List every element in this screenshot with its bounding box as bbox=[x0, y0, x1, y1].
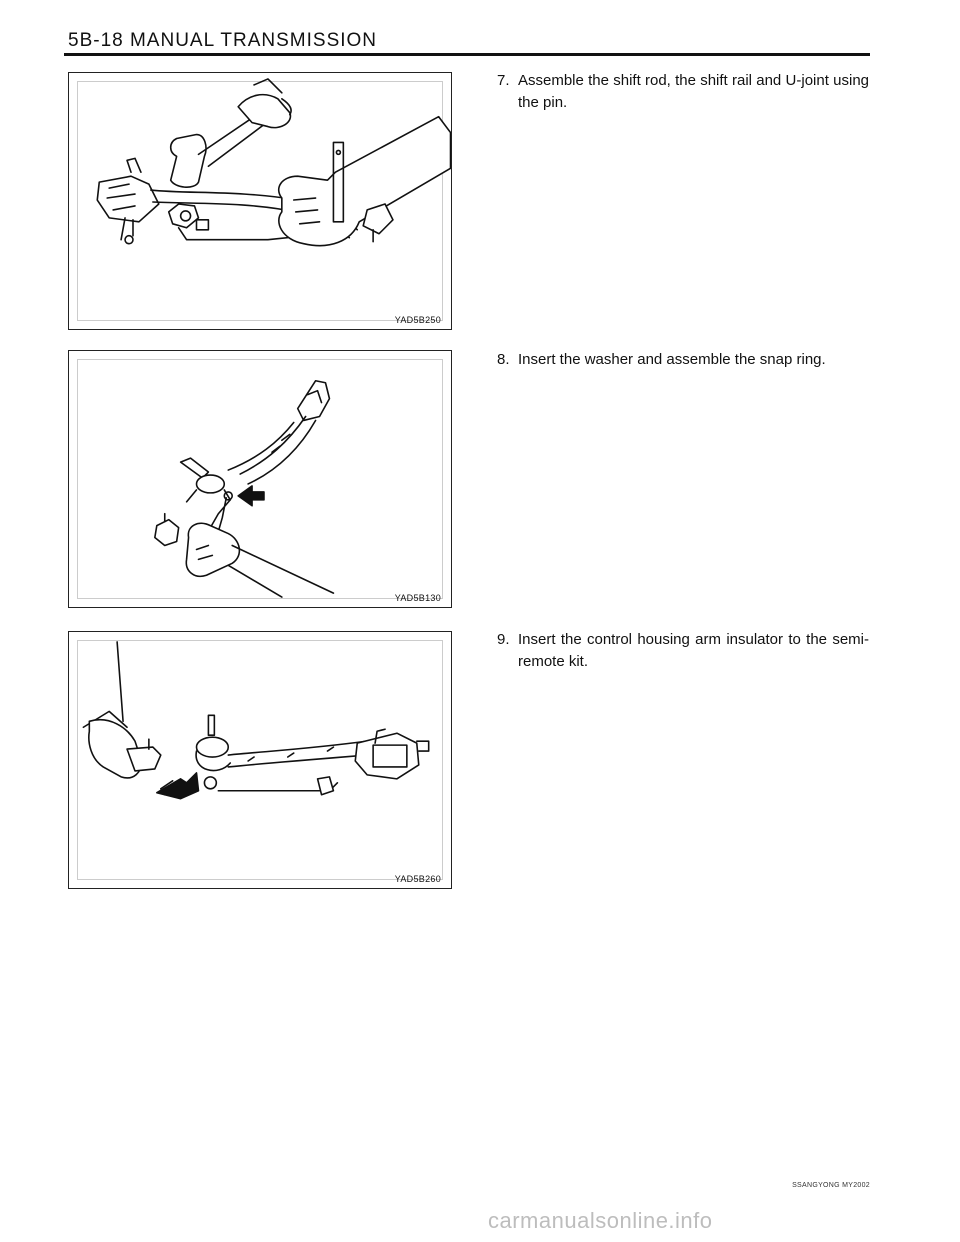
step-number: 8. bbox=[497, 351, 510, 368]
figure-caption: YAD5B250 bbox=[394, 315, 441, 325]
page-header: 5B-18 MANUAL TRANSMISSION bbox=[68, 30, 378, 51]
figure-step-8 bbox=[68, 350, 452, 608]
figure-step-9 bbox=[68, 631, 452, 889]
step-7 bbox=[497, 70, 869, 114]
step-number: 9. bbox=[497, 631, 510, 648]
step-text: Insert the control housing arm insulator to the semi-remote kit. bbox=[518, 631, 869, 670]
step-number: 7. bbox=[497, 72, 510, 89]
figure-caption: YAD5B130 bbox=[394, 593, 441, 603]
page-footer: SSANGYONG MY2002 bbox=[792, 1182, 870, 1189]
snap-ring-pliers-illustration bbox=[69, 351, 451, 607]
figure-caption: YAD5B260 bbox=[394, 874, 441, 884]
figure-step-7 bbox=[68, 72, 452, 330]
step-9 bbox=[497, 629, 869, 673]
step-text: Assemble the shift rod, the shift rail and U-joint using the pin. bbox=[518, 72, 869, 111]
watermark: carmanualsonline.info bbox=[488, 1208, 713, 1233]
insulator-insertion-illustration bbox=[69, 632, 451, 888]
header-rule bbox=[64, 53, 870, 56]
hammer-tapping-pin-illustration bbox=[69, 73, 451, 329]
step-text: Insert the washer and assemble the snap ring. bbox=[518, 351, 826, 368]
step-8 bbox=[497, 349, 869, 371]
